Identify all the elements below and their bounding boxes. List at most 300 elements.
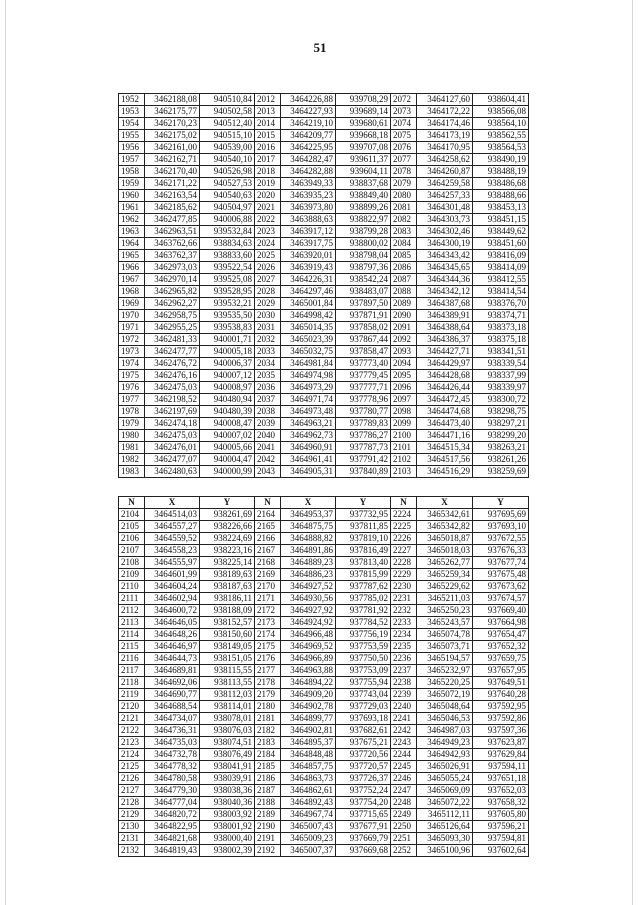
- table-row: [119, 521, 529, 533]
- x-coordinate-cell: 3464689,81: [145, 665, 200, 677]
- y-coordinate-cell: 940512,40: [200, 118, 255, 130]
- point-number-cell: 2073: [391, 106, 417, 118]
- x-coordinate-cell: 3465126,64: [417, 821, 473, 833]
- x-coordinate-cell: 3462965,82: [145, 286, 200, 298]
- point-number-cell: 2192: [255, 845, 281, 857]
- x-coordinate-cell: 3464819,43: [145, 845, 200, 857]
- x-coordinate-cell: 3464557,27: [145, 521, 200, 533]
- y-coordinate-cell: 938001,92: [200, 821, 255, 833]
- y-coordinate-cell: 940515,10: [200, 130, 255, 142]
- x-coordinate-cell: 3464427,71: [417, 346, 473, 358]
- point-number-cell: 1968: [119, 286, 145, 298]
- y-coordinate-cell: 938151,05: [200, 653, 255, 665]
- x-coordinate-cell: 3462970,14: [145, 274, 200, 286]
- y-coordinate-cell: 938414,54: [473, 286, 529, 298]
- point-number-cell: 2129: [119, 809, 145, 821]
- y-coordinate-cell: 937629,84: [473, 749, 529, 761]
- x-coordinate-cell: 3463973,80: [281, 202, 336, 214]
- x-coordinate-cell: 3465046,53: [417, 713, 473, 725]
- point-number-cell: 2025: [255, 250, 281, 262]
- point-number-cell: 2084: [391, 238, 417, 250]
- y-coordinate-cell: 938076,03: [200, 725, 255, 737]
- point-number-cell: 2021: [255, 202, 281, 214]
- point-number-cell: 1960: [119, 190, 145, 202]
- x-coordinate-cell: 3464778,32: [145, 761, 200, 773]
- point-number-cell: 2122: [119, 725, 145, 737]
- column-header: Y: [336, 497, 391, 509]
- point-number-cell: 2115: [119, 641, 145, 653]
- point-number-cell: 2072: [391, 94, 417, 106]
- x-coordinate-cell: 3464889,23: [281, 557, 336, 569]
- y-coordinate-cell: 939680,61: [336, 118, 391, 130]
- y-coordinate-cell: 937726,37: [336, 773, 391, 785]
- table-row: [119, 653, 529, 665]
- table-row: [119, 190, 529, 202]
- point-number-cell: 1953: [119, 106, 145, 118]
- point-number-cell: 2080: [391, 190, 417, 202]
- point-number-cell: 2131: [119, 833, 145, 845]
- point-number-cell: 2079: [391, 178, 417, 190]
- x-coordinate-cell: 3465262,77: [417, 557, 473, 569]
- y-coordinate-cell: 938800,02: [336, 238, 391, 250]
- table-row: [119, 533, 529, 545]
- x-coordinate-cell: 3464555,97: [145, 557, 200, 569]
- column-header: X: [281, 497, 336, 509]
- point-number-cell: 2132: [119, 845, 145, 857]
- point-number-cell: 2104: [119, 509, 145, 521]
- point-number-cell: 2015: [255, 130, 281, 142]
- y-coordinate-cell: 940005,66: [200, 442, 255, 454]
- table-row: [119, 442, 529, 454]
- y-coordinate-cell: 937693,18: [336, 713, 391, 725]
- y-coordinate-cell: 937778,96: [336, 394, 391, 406]
- y-coordinate-cell: 937720,57: [336, 761, 391, 773]
- point-number-cell: 2181: [255, 713, 281, 725]
- y-coordinate-cell: 937669,79: [336, 833, 391, 845]
- point-number-cell: 2176: [255, 653, 281, 665]
- table-row: [119, 178, 529, 190]
- y-coordinate-cell: 937669,68: [336, 845, 391, 857]
- y-coordinate-cell: 938298,75: [473, 406, 529, 418]
- y-coordinate-cell: 938225,14: [200, 557, 255, 569]
- y-coordinate-cell: 938490,19: [473, 154, 529, 166]
- column-header: Y: [473, 497, 529, 509]
- table-row: [119, 382, 529, 394]
- point-number-cell: 2235: [391, 641, 417, 653]
- point-number-cell: 2172: [255, 605, 281, 617]
- point-number-cell: 2075: [391, 130, 417, 142]
- point-number-cell: 2175: [255, 641, 281, 653]
- y-coordinate-cell: 940502,58: [200, 106, 255, 118]
- y-coordinate-cell: 937672,55: [473, 533, 529, 545]
- table-row: [119, 821, 529, 833]
- x-coordinate-cell: 3462480,63: [145, 466, 200, 478]
- y-coordinate-cell: 938374,71: [473, 310, 529, 322]
- y-coordinate-cell: 938259,69: [473, 466, 529, 478]
- x-coordinate-cell: 3464973,48: [281, 406, 336, 418]
- point-number-cell: 2167: [255, 545, 281, 557]
- table-row: [119, 310, 529, 322]
- x-coordinate-cell: 3463917,12: [281, 226, 336, 238]
- y-coordinate-cell: 938339,97: [473, 382, 529, 394]
- table-row: [119, 274, 529, 286]
- point-number-cell: 1969: [119, 298, 145, 310]
- x-coordinate-cell: 3464888,82: [281, 533, 336, 545]
- point-number-cell: 2100: [391, 430, 417, 442]
- table-row: [119, 689, 529, 701]
- point-number-cell: 2164: [255, 509, 281, 521]
- x-coordinate-cell: 3462170,40: [145, 166, 200, 178]
- point-number-cell: 2130: [119, 821, 145, 833]
- x-coordinate-cell: 3463762,66: [145, 238, 200, 250]
- point-number-cell: 2230: [391, 581, 417, 593]
- point-number-cell: 2019: [255, 178, 281, 190]
- point-number-cell: 2229: [391, 569, 417, 581]
- table-row: [119, 749, 529, 761]
- y-coordinate-cell: 937777,71: [336, 382, 391, 394]
- y-coordinate-cell: 939538,83: [200, 322, 255, 334]
- point-number-cell: 2108: [119, 557, 145, 569]
- x-coordinate-cell: 3465220,25: [417, 677, 473, 689]
- y-coordinate-cell: 937816,49: [336, 545, 391, 557]
- x-coordinate-cell: 3465026,91: [417, 761, 473, 773]
- point-number-cell: 2249: [391, 809, 417, 821]
- x-coordinate-cell: 3464734,07: [145, 713, 200, 725]
- y-coordinate-cell: 937605,80: [473, 809, 529, 821]
- y-coordinate-cell: 937651,18: [473, 773, 529, 785]
- point-number-cell: 2035: [255, 370, 281, 382]
- x-coordinate-cell: 3463888,63: [281, 214, 336, 226]
- y-coordinate-cell: 938837,68: [336, 178, 391, 190]
- y-coordinate-cell: 937811,85: [336, 521, 391, 533]
- point-number-cell: 2089: [391, 298, 417, 310]
- y-coordinate-cell: 938412,55: [473, 274, 529, 286]
- x-coordinate-cell: 3462481,33: [145, 334, 200, 346]
- y-coordinate-cell: 938189,63: [200, 569, 255, 581]
- x-coordinate-cell: 3464516,29: [417, 466, 473, 478]
- y-coordinate-cell: 938337,99: [473, 370, 529, 382]
- point-number-cell: 2113: [119, 617, 145, 629]
- point-number-cell: 2105: [119, 521, 145, 533]
- table-row: [119, 509, 529, 521]
- point-number-cell: 2166: [255, 533, 281, 545]
- point-number-cell: 2183: [255, 737, 281, 749]
- x-coordinate-cell: 3462476,16: [145, 370, 200, 382]
- table-row: [119, 665, 529, 677]
- x-coordinate-cell: 3464343,42: [417, 250, 473, 262]
- x-coordinate-cell: 3465032,75: [281, 346, 336, 358]
- point-number-cell: 2112: [119, 605, 145, 617]
- y-coordinate-cell: 938849,40: [336, 190, 391, 202]
- x-coordinate-cell: 3463920,01: [281, 250, 336, 262]
- table-row: [119, 581, 529, 593]
- table-row: [119, 641, 529, 653]
- x-coordinate-cell: 3464886,23: [281, 569, 336, 581]
- x-coordinate-cell: 3464604,24: [145, 581, 200, 593]
- point-number-cell: 1955: [119, 130, 145, 142]
- x-coordinate-cell: 3464822,95: [145, 821, 200, 833]
- table-row: [119, 545, 529, 557]
- point-number-cell: 2187: [255, 785, 281, 797]
- x-coordinate-cell: 3464820,72: [145, 809, 200, 821]
- table-row: [119, 394, 529, 406]
- y-coordinate-cell: 937664,98: [473, 617, 529, 629]
- x-coordinate-cell: 3464905,31: [281, 466, 336, 478]
- y-coordinate-cell: 937819,10: [336, 533, 391, 545]
- x-coordinate-cell: 3464821,68: [145, 833, 200, 845]
- x-coordinate-cell: 3464172,22: [417, 106, 473, 118]
- table-row: [119, 154, 529, 166]
- point-number-cell: 1980: [119, 430, 145, 442]
- y-coordinate-cell: 938297,21: [473, 418, 529, 430]
- y-coordinate-cell: 937676,33: [473, 545, 529, 557]
- x-coordinate-cell: 3462476,72: [145, 358, 200, 370]
- x-coordinate-cell: 3464260,87: [417, 166, 473, 178]
- y-coordinate-cell: 940008,97: [200, 382, 255, 394]
- x-coordinate-cell: 3464344,36: [417, 274, 473, 286]
- x-coordinate-cell: 3464389,91: [417, 310, 473, 322]
- point-number-cell: 1970: [119, 310, 145, 322]
- y-coordinate-cell: 940006,88: [200, 214, 255, 226]
- point-number-cell: 2127: [119, 785, 145, 797]
- table-row: [119, 785, 529, 797]
- x-coordinate-cell: 3464690,77: [145, 689, 200, 701]
- x-coordinate-cell: 3464227,93: [281, 106, 336, 118]
- point-number-cell: 1977: [119, 394, 145, 406]
- y-coordinate-cell: 937675,21: [336, 737, 391, 749]
- x-coordinate-cell: 3464779,30: [145, 785, 200, 797]
- point-number-cell: 2117: [119, 665, 145, 677]
- x-coordinate-cell: 3464127,60: [417, 94, 473, 106]
- x-coordinate-cell: 3464949,23: [417, 737, 473, 749]
- point-number-cell: 2097: [391, 394, 417, 406]
- y-coordinate-cell: 938002,39: [200, 845, 255, 857]
- x-coordinate-cell: 3462477,07: [145, 454, 200, 466]
- y-coordinate-cell: 937658,32: [473, 797, 529, 809]
- point-number-cell: 1964: [119, 238, 145, 250]
- point-number-cell: 1966: [119, 262, 145, 274]
- table-row: [119, 166, 529, 178]
- point-number-cell: 2182: [255, 725, 281, 737]
- point-number-cell: 2012: [255, 94, 281, 106]
- y-coordinate-cell: 938261,69: [200, 509, 255, 521]
- x-coordinate-cell: 3462477,77: [145, 346, 200, 358]
- x-coordinate-cell: 3464966,89: [281, 653, 336, 665]
- x-coordinate-cell: 3464473,40: [417, 418, 473, 430]
- point-number-cell: 2022: [255, 214, 281, 226]
- point-number-cell: 2081: [391, 202, 417, 214]
- table-row: [119, 725, 529, 737]
- x-coordinate-cell: 3464644,73: [145, 653, 200, 665]
- y-coordinate-cell: 938187,63: [200, 581, 255, 593]
- point-number-cell: 2039: [255, 418, 281, 430]
- x-coordinate-cell: 3464342,12: [417, 286, 473, 298]
- y-coordinate-cell: 937743,04: [336, 689, 391, 701]
- point-number-cell: 2026: [255, 262, 281, 274]
- point-number-cell: 1963: [119, 226, 145, 238]
- table-row: [119, 677, 529, 689]
- point-number-cell: 1962: [119, 214, 145, 226]
- y-coordinate-cell: 938451,15: [473, 214, 529, 226]
- coordinates-table-1: [118, 93, 529, 478]
- y-coordinate-cell: 937897,50: [336, 298, 391, 310]
- y-coordinate-cell: 937779,45: [336, 370, 391, 382]
- point-number-cell: 2029: [255, 298, 281, 310]
- x-coordinate-cell: 3464301,48: [417, 202, 473, 214]
- y-coordinate-cell: 937871,91: [336, 310, 391, 322]
- y-coordinate-cell: 938488,19: [473, 166, 529, 178]
- y-coordinate-cell: 940007,12: [200, 370, 255, 382]
- x-coordinate-cell: 3463919,43: [281, 262, 336, 274]
- x-coordinate-cell: 3464981,84: [281, 358, 336, 370]
- y-coordinate-cell: 937597,36: [473, 725, 529, 737]
- x-coordinate-cell: 3465259,34: [417, 569, 473, 581]
- x-coordinate-cell: 3463935,23: [281, 190, 336, 202]
- point-number-cell: 2236: [391, 653, 417, 665]
- y-coordinate-cell: 938186,11: [200, 593, 255, 605]
- y-coordinate-cell: 937752,24: [336, 785, 391, 797]
- x-coordinate-cell: 3464895,37: [281, 737, 336, 749]
- y-coordinate-cell: 937649,51: [473, 677, 529, 689]
- point-number-cell: 2184: [255, 749, 281, 761]
- y-coordinate-cell: 938486,68: [473, 178, 529, 190]
- table-row: [119, 106, 529, 118]
- table-row: [119, 262, 529, 274]
- y-coordinate-cell: 937754,20: [336, 797, 391, 809]
- x-coordinate-cell: 3464429,97: [417, 358, 473, 370]
- column-header: N: [255, 497, 281, 509]
- y-coordinate-cell: 938375,18: [473, 334, 529, 346]
- y-coordinate-cell: 940480,39: [200, 406, 255, 418]
- y-coordinate-cell: 940539,00: [200, 142, 255, 154]
- point-number-cell: 1967: [119, 274, 145, 286]
- page-number: 51: [313, 40, 327, 55]
- point-number-cell: 2237: [391, 665, 417, 677]
- x-coordinate-cell: 3464863,73: [281, 773, 336, 785]
- y-coordinate-cell: 938562,55: [473, 130, 529, 142]
- point-number-cell: 2106: [119, 533, 145, 545]
- y-coordinate-cell: 938414,09: [473, 262, 529, 274]
- point-number-cell: 2128: [119, 797, 145, 809]
- point-number-cell: 2028: [255, 286, 281, 298]
- x-coordinate-cell: 3464648,26: [145, 629, 200, 641]
- point-number-cell: 2234: [391, 629, 417, 641]
- y-coordinate-cell: 937659,75: [473, 653, 529, 665]
- x-coordinate-cell: 3464927,52: [281, 581, 336, 593]
- y-coordinate-cell: 937594,11: [473, 761, 529, 773]
- x-coordinate-cell: 3462175,77: [145, 106, 200, 118]
- x-coordinate-cell: 3465069,09: [417, 785, 473, 797]
- y-coordinate-cell: 938000,40: [200, 833, 255, 845]
- y-coordinate-cell: 937592,95: [473, 701, 529, 713]
- x-coordinate-cell: 3465100,96: [417, 845, 473, 857]
- x-coordinate-cell: 3464601,99: [145, 569, 200, 581]
- point-number-cell: 1952: [119, 94, 145, 106]
- point-number-cell: 2244: [391, 749, 417, 761]
- point-number-cell: 2169: [255, 569, 281, 581]
- y-coordinate-cell: 939525,08: [200, 274, 255, 286]
- x-coordinate-cell: 3464174,46: [417, 118, 473, 130]
- page-edge-right: [632, 0, 633, 905]
- column-header: X: [145, 497, 200, 509]
- y-coordinate-cell: 938149,05: [200, 641, 255, 653]
- point-number-cell: 2109: [119, 569, 145, 581]
- table-row: [119, 430, 529, 442]
- point-number-cell: 2092: [391, 334, 417, 346]
- x-coordinate-cell: 3464927,92: [281, 605, 336, 617]
- y-coordinate-cell: 937750,50: [336, 653, 391, 665]
- point-number-cell: 2093: [391, 346, 417, 358]
- table-row: [119, 569, 529, 581]
- y-coordinate-cell: 938261,26: [473, 454, 529, 466]
- point-number-cell: 2031: [255, 322, 281, 334]
- x-coordinate-cell: 3462185,62: [145, 202, 200, 214]
- y-coordinate-cell: 938078,01: [200, 713, 255, 725]
- y-coordinate-cell: 937693,10: [473, 521, 529, 533]
- x-coordinate-cell: 3462955,25: [145, 322, 200, 334]
- point-number-cell: 2248: [391, 797, 417, 809]
- y-coordinate-cell: 938041,91: [200, 761, 255, 773]
- y-coordinate-cell: 938416,09: [473, 250, 529, 262]
- y-coordinate-cell: 938339,54: [473, 358, 529, 370]
- y-coordinate-cell: 938376,70: [473, 298, 529, 310]
- x-coordinate-cell: 3465093,30: [417, 833, 473, 845]
- x-coordinate-cell: 3464848,48: [281, 749, 336, 761]
- x-coordinate-cell: 3464219,10: [281, 118, 336, 130]
- y-coordinate-cell: 938188,09: [200, 605, 255, 617]
- x-coordinate-cell: 3464973,29: [281, 382, 336, 394]
- point-number-cell: 2103: [391, 466, 417, 478]
- x-coordinate-cell: 3464967,74: [281, 809, 336, 821]
- x-coordinate-cell: 3465342,61: [417, 509, 473, 521]
- point-number-cell: 1978: [119, 406, 145, 418]
- y-coordinate-cell: 938899,26: [336, 202, 391, 214]
- x-coordinate-cell: 3464875,75: [281, 521, 336, 533]
- x-coordinate-cell: 3462171,22: [145, 178, 200, 190]
- y-coordinate-cell: 937602,64: [473, 845, 529, 857]
- y-coordinate-cell: 937674,57: [473, 593, 529, 605]
- x-coordinate-cell: 3462973,03: [145, 262, 200, 274]
- x-coordinate-cell: 3462474,18: [145, 418, 200, 430]
- x-coordinate-cell: 3464514,03: [145, 509, 200, 521]
- y-coordinate-cell: 937756,19: [336, 629, 391, 641]
- y-coordinate-cell: 938449,62: [473, 226, 529, 238]
- point-number-cell: 2098: [391, 406, 417, 418]
- y-coordinate-cell: 938224,69: [200, 533, 255, 545]
- x-coordinate-cell: 3462962,27: [145, 298, 200, 310]
- x-coordinate-cell: 3464899,77: [281, 713, 336, 725]
- point-number-cell: 2096: [391, 382, 417, 394]
- point-number-cell: 2190: [255, 821, 281, 833]
- point-number-cell: 2118: [119, 677, 145, 689]
- point-number-cell: 1956: [119, 142, 145, 154]
- page-edge-left: [5, 0, 6, 905]
- x-coordinate-cell: 3463917,75: [281, 238, 336, 250]
- y-coordinate-cell: 937791,42: [336, 454, 391, 466]
- y-coordinate-cell: 938038,36: [200, 785, 255, 797]
- point-number-cell: 1961: [119, 202, 145, 214]
- y-coordinate-cell: 940005,18: [200, 346, 255, 358]
- x-coordinate-cell: 3465229,62: [417, 581, 473, 593]
- table-row: [119, 94, 529, 106]
- point-number-cell: 2038: [255, 406, 281, 418]
- x-coordinate-cell: 3465074,78: [417, 629, 473, 641]
- table-row: [119, 605, 529, 617]
- x-coordinate-cell: 3464736,31: [145, 725, 200, 737]
- point-number-cell: 2231: [391, 593, 417, 605]
- point-number-cell: 2251: [391, 833, 417, 845]
- x-coordinate-cell: 3465112,11: [417, 809, 473, 821]
